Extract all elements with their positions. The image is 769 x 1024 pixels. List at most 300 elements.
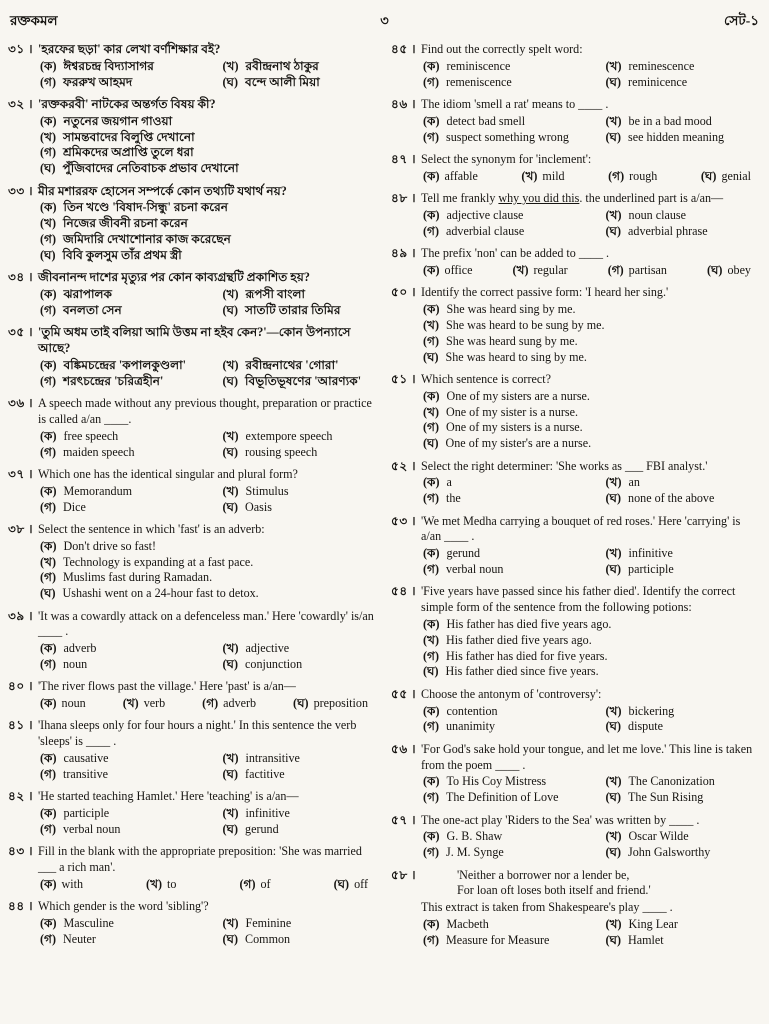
option-text: রবীন্দ্রনাথ ঠাকুর	[245, 58, 319, 73]
option-label: (ক)	[40, 641, 57, 656]
options-group	[38, 429, 378, 461]
option	[40, 806, 223, 822]
option	[423, 263, 473, 279]
question-body	[421, 742, 761, 806]
option-label: (খ)	[40, 129, 56, 144]
option	[223, 429, 378, 445]
question-number: ৩৫ ।	[8, 325, 34, 340]
question-item	[8, 97, 378, 177]
question-item	[8, 42, 378, 90]
option-label: (গ)	[40, 373, 56, 388]
option-label: (গ)	[40, 302, 56, 317]
option-label: (ঘ)	[40, 161, 56, 176]
option-label: (খ)	[222, 806, 239, 821]
option-label: (গ)	[40, 232, 56, 247]
option	[202, 696, 256, 712]
option	[423, 649, 761, 665]
option-label: (খ)	[423, 317, 439, 332]
option	[223, 751, 378, 767]
option	[223, 500, 378, 516]
option	[40, 570, 378, 586]
option-label: (ঘ)	[222, 302, 239, 317]
option-label: (খ)	[605, 774, 622, 789]
option-text: intransitive	[245, 751, 300, 766]
option	[606, 829, 761, 845]
option-label: (খ)	[423, 632, 439, 647]
question-number: ৫৭ ।	[391, 812, 417, 827]
option-text: verbal noun	[445, 562, 504, 577]
option-label: (ক)	[40, 357, 57, 372]
option-text: পুঁজিবাদের নেতিবাচক প্রভাব দেখানো	[62, 161, 239, 176]
option-text: Hamlet	[628, 932, 664, 947]
option-text: John Galsworthy	[628, 845, 711, 860]
question-number: ৫২ ।	[391, 458, 417, 473]
question-text: 'Ihana sleeps only for four hours a night.' In this sentence the verb 'sleeps' is ____ .	[38, 718, 357, 749]
option	[40, 145, 378, 161]
option-text: His father died five years ago.	[446, 632, 592, 647]
option-text: causative	[63, 751, 109, 766]
option	[223, 657, 378, 673]
option-label: (ক)	[423, 774, 440, 789]
options-group	[421, 263, 761, 279]
option	[40, 59, 223, 75]
option-text: adjective	[245, 641, 290, 656]
option-text: extempore speech	[245, 428, 333, 443]
question-item	[391, 514, 761, 578]
option-label: (গ)	[40, 931, 56, 946]
option	[606, 917, 761, 933]
question-text: Fill in the blank with the appropriate preposition: 'She was married ___ a rich man'.	[38, 844, 362, 875]
option	[40, 216, 378, 232]
question-text: Which gender is the word 'sibling'?	[38, 899, 209, 914]
options-group	[38, 751, 378, 783]
option-label: (খ)	[605, 207, 622, 222]
option	[423, 130, 606, 146]
option	[606, 845, 761, 861]
question-number: ৫৬ ।	[391, 741, 417, 756]
option-label: (খ)	[605, 475, 622, 490]
question-item	[391, 372, 761, 452]
question-item	[8, 467, 378, 515]
booklet-title: রক্তকমল	[10, 13, 58, 28]
question-number: ৩৮ ।	[8, 521, 34, 536]
option-text: King Lear	[628, 917, 678, 932]
question-text: Which one has the identical singular and plural form?	[38, 466, 298, 481]
option	[40, 374, 223, 390]
question-item	[391, 584, 761, 680]
option	[606, 114, 761, 130]
option	[40, 657, 223, 673]
option-label: (ঘ)	[293, 696, 309, 711]
option	[423, 405, 761, 421]
option-text: genial	[721, 168, 751, 183]
option-label: (খ)	[222, 287, 239, 302]
option-text: a	[446, 475, 452, 490]
option	[223, 767, 378, 783]
option	[606, 59, 761, 75]
option	[606, 774, 761, 790]
option-label: (ক)	[40, 751, 57, 766]
option-label: (ঘ)	[700, 168, 717, 183]
question-item	[8, 844, 378, 892]
question-text-underlined: why you did this	[498, 191, 580, 206]
option-label: (ক)	[40, 876, 57, 891]
question-item	[8, 679, 378, 712]
option	[423, 829, 606, 845]
option-label: (গ)	[40, 145, 56, 160]
option-text: gerund	[446, 546, 481, 561]
option-label: (ক)	[423, 58, 440, 73]
option-text: One of my sisters are a nurse.	[446, 388, 590, 403]
option-label: (গ)	[423, 719, 439, 734]
option	[40, 767, 223, 783]
option	[40, 586, 378, 602]
set-label: সেট-১	[723, 13, 759, 28]
option-label: (গ)	[423, 562, 439, 577]
question-item	[8, 184, 378, 264]
option-label: (গ)	[423, 491, 439, 506]
question-item	[8, 396, 378, 460]
option-label: (গ)	[607, 262, 624, 277]
option-text: ঝরাপালক	[63, 287, 113, 302]
option	[423, 169, 478, 185]
option-text: শরৎচন্দ্রের 'চরিত্রহীন'	[62, 373, 164, 388]
options-group	[421, 59, 761, 91]
option-text: rough	[629, 168, 658, 183]
option-text: office	[444, 262, 473, 277]
option-label: (ঘ)	[222, 373, 239, 388]
option	[40, 303, 223, 319]
option-text: to	[167, 876, 177, 891]
question-text: The idiom 'smell a rat' means to ____ .	[421, 96, 609, 111]
option-label: (খ)	[605, 113, 622, 128]
question-body	[421, 246, 761, 279]
option-label: (গ)	[40, 821, 56, 836]
option	[334, 877, 368, 893]
option-text: off	[354, 876, 368, 891]
option	[223, 287, 378, 303]
option-text: partisan	[628, 262, 667, 277]
question-item	[8, 789, 378, 837]
option-text: preposition	[313, 696, 368, 711]
option-label: (খ)	[605, 917, 622, 932]
option-text: with	[61, 876, 84, 891]
question-text: Select the sentence in which 'fast' is an adverb:	[38, 521, 265, 536]
question-number: ৪৫ ।	[391, 42, 417, 56]
option-label: (গ)	[40, 74, 56, 89]
question-item	[391, 152, 761, 185]
option-text: verb	[143, 696, 166, 711]
question-body	[38, 718, 378, 782]
option-label: (ক)	[40, 113, 57, 128]
option-label: (ক)	[423, 168, 440, 183]
option-text: The Canonization	[628, 774, 715, 789]
option-text: শ্রমিকদের অপ্রাপ্তি তুলে ধরা	[62, 145, 194, 160]
option	[40, 500, 223, 516]
option	[423, 208, 606, 224]
option-text: Common	[245, 931, 291, 946]
quote-line: For loan oft loses both itself and friend.'	[457, 883, 651, 898]
option	[223, 445, 378, 461]
option-label: (খ)	[222, 428, 239, 443]
option-text: The Sun Rising	[628, 790, 704, 805]
option-text: noun clause	[628, 207, 686, 222]
option	[423, 436, 761, 452]
option	[423, 546, 606, 562]
option-label: (ঘ)	[222, 821, 239, 836]
question-text: 'He started teaching Hamlet.' Here 'teaching' is a/an—	[38, 789, 299, 804]
option-label: (গ)	[423, 648, 439, 663]
options-group	[38, 287, 378, 319]
option-text: participle	[63, 806, 110, 821]
question-number: ৩২ ।	[8, 96, 34, 111]
question-body	[421, 42, 761, 90]
option-text: noun	[61, 696, 86, 711]
question-body	[38, 609, 378, 673]
question-item	[391, 246, 761, 279]
options-group	[38, 696, 378, 712]
options-group	[38, 641, 378, 673]
option-label: (ঘ)	[222, 656, 239, 671]
option-text: adverbial clause	[445, 223, 525, 238]
option-label: (খ)	[605, 546, 622, 561]
option	[40, 358, 223, 374]
option	[40, 429, 223, 445]
option	[40, 877, 83, 893]
option	[423, 389, 761, 405]
option-text: রূপসী বাংলা	[245, 287, 305, 302]
option	[40, 287, 223, 303]
question-body	[38, 325, 378, 389]
options-group	[38, 484, 378, 516]
option-label: (খ)	[605, 703, 622, 718]
option-text: বিভূতিভূষণের 'আরণ্যক'	[245, 373, 362, 388]
option	[423, 719, 606, 735]
question-item	[391, 42, 761, 90]
question-text-part: Tell me frankly	[421, 191, 499, 206]
option	[40, 114, 378, 130]
option	[423, 491, 606, 507]
option-text: বিবি কুলসুম তাঁর প্রথম স্ত্রী	[62, 247, 182, 262]
option	[40, 130, 378, 146]
option-text: reminicence	[628, 74, 688, 89]
option-text: maiden speech	[62, 444, 135, 459]
option-label: (ঘ)	[605, 932, 622, 947]
option-text: The Definition of Love	[445, 790, 559, 805]
option	[423, 617, 761, 633]
option-label: (ক)	[423, 475, 440, 490]
option-text: Dice	[62, 499, 86, 514]
option	[40, 539, 378, 555]
question-text: The one-act play 'Riders to the Sea' was written by ____ .	[421, 812, 700, 827]
option-label: (ক)	[423, 207, 440, 222]
option-label: (ক)	[423, 388, 440, 403]
option-label: (খ)	[605, 829, 622, 844]
option-text: তিন খণ্ডে 'বিষাদ-সিন্ধু' রচনা করেন	[63, 200, 229, 215]
question-number: ৫৫ ।	[391, 686, 417, 701]
question-body	[38, 789, 378, 837]
option-label: (খ)	[222, 357, 239, 372]
question-columns	[8, 42, 761, 955]
option-label: (ক)	[423, 829, 440, 844]
question-item	[391, 285, 761, 365]
option-label: (গ)	[40, 570, 56, 585]
option-text: adverb	[223, 696, 257, 711]
option-label: (ক)	[40, 483, 57, 498]
option-label: (ঘ)	[605, 223, 622, 238]
question-body	[38, 679, 378, 712]
option-text: suspect something wrong	[445, 129, 569, 144]
option-text: reminescence	[628, 58, 695, 73]
quote-line: 'Neither a borrower nor a lender be,	[457, 867, 630, 882]
option-label: (ক)	[40, 806, 57, 821]
option	[606, 224, 761, 240]
option-label: (ঘ)	[605, 129, 622, 144]
option-text: the	[445, 491, 461, 506]
options-group	[38, 539, 378, 602]
question-body	[38, 396, 378, 460]
option	[423, 114, 606, 130]
question-text: Select the right determiner: 'She works as ___ FBI analyst.'	[421, 458, 708, 473]
question-text: 'For God's sake hold your tongue, and let me love.' This line is taken from the poem ____ .	[421, 741, 753, 772]
question-text: Choose the antonym of 'controversy':	[421, 686, 602, 701]
option-label: (ক)	[423, 546, 440, 561]
option-text: Stimulus	[245, 483, 289, 498]
option	[223, 641, 378, 657]
option	[40, 932, 223, 948]
option-label: (ক)	[423, 917, 440, 932]
option	[423, 933, 606, 949]
option	[423, 704, 606, 720]
option	[223, 303, 378, 319]
question-body	[421, 514, 761, 578]
option	[423, 475, 606, 491]
page-number: ৩	[380, 13, 389, 28]
option-label: (গ)	[423, 333, 439, 348]
option-text: mild	[542, 168, 565, 183]
option	[40, 248, 378, 264]
options-group	[38, 877, 378, 893]
option-label: (ক)	[423, 262, 440, 277]
question-body	[421, 285, 761, 365]
option-label: (গ)	[40, 444, 56, 459]
option-label: (খ)	[122, 696, 139, 711]
question-item	[8, 325, 378, 389]
option-label: (ঘ)	[222, 74, 239, 89]
option-text: রবীন্দ্রনাথের 'গোরা'	[245, 357, 339, 372]
option-label: (খ)	[40, 554, 56, 569]
option	[223, 932, 378, 948]
question-number: ৫৩ ।	[391, 513, 417, 528]
question-number: ৪৯ ।	[391, 246, 417, 261]
option-text: বনলতা সেন	[62, 302, 122, 317]
question-number: ৫৮ ।	[391, 867, 417, 882]
quote-block	[421, 868, 761, 900]
question-text: 'হরফের ছড়া' কার লেখা বর্ণশিক্ষার বই?	[38, 42, 221, 56]
option-label: (গ)	[423, 420, 439, 435]
option-label: (ঘ)	[40, 247, 56, 262]
option-text: His father has died for five years.	[445, 648, 608, 663]
option-text: Muslims fast during Ramadan.	[62, 570, 213, 585]
question-item	[391, 813, 761, 861]
option-label: (ক)	[40, 538, 57, 553]
question-body	[421, 97, 761, 145]
option	[40, 445, 223, 461]
question-body	[421, 813, 761, 861]
option-label: (গ)	[423, 74, 439, 89]
option	[423, 562, 606, 578]
option-label: (গ)	[423, 223, 439, 238]
option	[606, 933, 761, 949]
option-label: (গ)	[423, 790, 439, 805]
question-number: ৫০ ।	[391, 285, 417, 300]
question-item	[8, 718, 378, 782]
option-label: (ঘ)	[605, 491, 622, 506]
question-text: 'The river flows past the village.' Here 'past' is a/an—	[38, 679, 296, 694]
option-label: (গ)	[423, 932, 439, 947]
options-group	[421, 774, 761, 806]
option-label: (ক)	[40, 916, 57, 931]
question-number: ৪২ ।	[8, 789, 34, 804]
option	[423, 774, 606, 790]
question-number: ৪৮ ।	[391, 191, 417, 206]
option	[423, 420, 761, 436]
option-label: (ঘ)	[605, 845, 622, 860]
option	[707, 263, 751, 279]
option-text: rousing speech	[245, 444, 318, 459]
option	[40, 641, 223, 657]
question-text: 'Five years have passed since his father died'. Identify the correct simple form of the sentence from the following potions:	[421, 584, 736, 615]
option-text: Masculine	[63, 916, 114, 931]
option-label: (গ)	[608, 168, 625, 183]
question-text: Which sentence is correct?	[421, 371, 551, 386]
option-text: নিজের জীবনী রচনা করেন	[63, 216, 188, 231]
option-text: G. B. Shaw	[446, 829, 503, 844]
question-text: Find out the correctly spelt word:	[421, 42, 583, 56]
option-label: (ঘ)	[605, 74, 622, 89]
option	[223, 822, 378, 838]
option-label: (খ)	[222, 58, 239, 73]
question-body	[421, 372, 761, 452]
question-number: ৪৪ ।	[8, 899, 34, 914]
question-text	[421, 191, 761, 207]
option-text: Neuter	[62, 931, 96, 946]
question-number: ৪৬ ।	[391, 96, 417, 111]
question-item	[391, 191, 761, 239]
option	[423, 224, 606, 240]
option-label: (ঘ)	[222, 766, 239, 781]
option-label: (ঘ)	[706, 262, 723, 277]
option-text: জমিদারি দেখাশোনার কাজ করেছেন	[62, 232, 231, 247]
question-item	[8, 522, 378, 602]
option-label: (খ)	[521, 168, 538, 183]
option-label: (ঘ)	[605, 790, 622, 805]
option-text: adverb	[63, 641, 97, 656]
option-text: She was heard sing by me.	[446, 302, 576, 317]
option-label: (ঘ)	[222, 444, 239, 459]
options-group	[421, 389, 761, 452]
option-label: (ঘ)	[222, 931, 239, 946]
question-text: 'We met Medha carrying a bouquet of red roses.' Here 'carrying' is a/an ____ .	[421, 513, 741, 544]
option	[40, 916, 223, 932]
option	[223, 59, 378, 75]
option-text: She was heard to sing by me.	[445, 349, 587, 364]
option-label: (ক)	[40, 58, 57, 73]
question-number: ৫৪ ।	[391, 584, 417, 599]
question-item	[8, 899, 378, 947]
option-text: One of my sisters is a nurse.	[445, 420, 583, 435]
option	[146, 877, 176, 893]
